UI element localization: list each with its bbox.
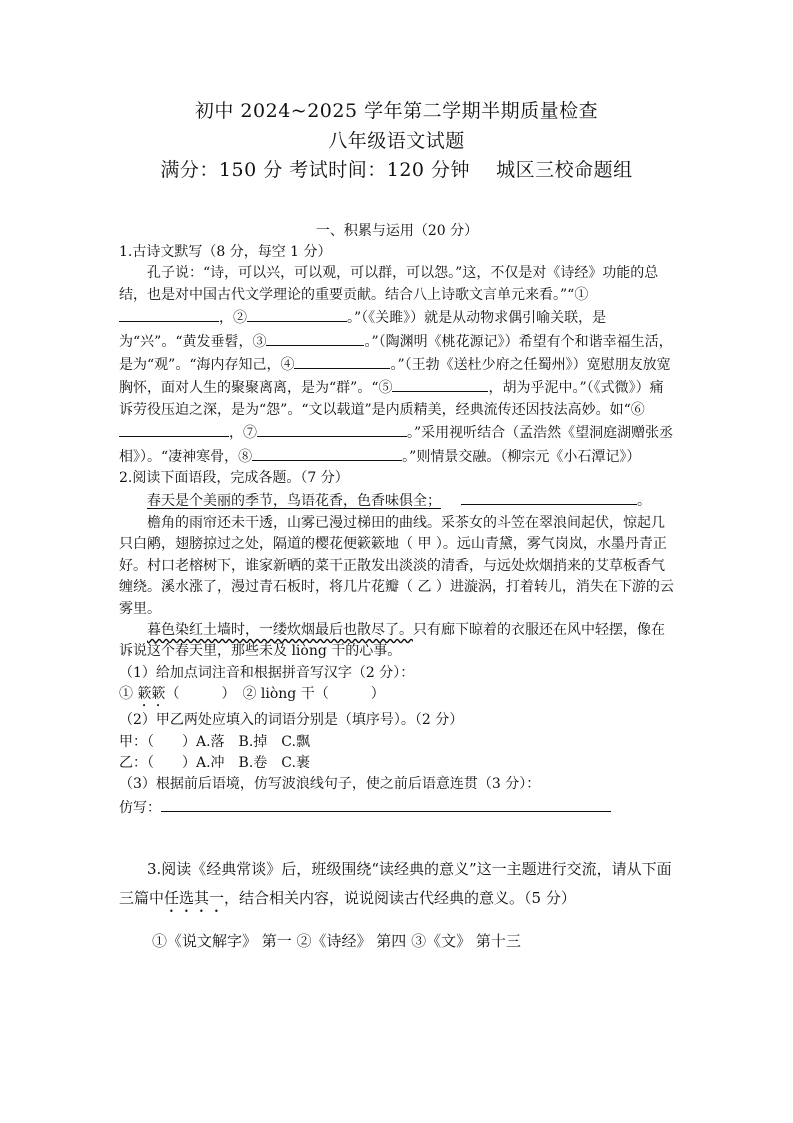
q3-options: ①《说文解字》 第一 ②《诗经》 第四 ③《文》 第十三 (152, 932, 521, 950)
answer-blank[interactable] (247, 306, 347, 322)
q2-sub2: （2）甲乙两处应填入的词语分别是（填序号）。（2 分） (119, 712, 464, 729)
answer-blank[interactable] (392, 376, 488, 392)
answer-blank[interactable] (257, 421, 407, 437)
q2-paragraph-2: 檐角的雨帘还未干透，山雾已漫过梯田的曲线。采茶女的斗笠在翠浪间起伏，惊起几只白鹇，翅膀掠过之处，隔道的樱花便簌簌地（ 甲 ）。远山青黛，雾气岗岚，水墨丹青正好。村口老榕树下，谁家新晒的菜干正散发出淡淡的清香，与远处炊烟捎来的艾草板香气缠绕。溪水涨了，漫过青石板时，将几片花瓣（ 乙 ）进漩涡，打着转儿，消失在下游的云雾里。 (119, 514, 674, 617)
answer-blank[interactable] (461, 489, 637, 505)
q2-paragraph-3: 暮色染红土墙时，一缕炊烟最后也散尽了。只有廊下晾着的衣服还在风中轻摆，像在诉说这个春天里，那些未及 liòng 干的心事。 (119, 621, 665, 660)
exam-title: 初中 2024~2025 学年第二学期半期质量检查 (194, 100, 599, 122)
answer-blank[interactable] (119, 306, 219, 322)
q1-paragraph: 孔子说：“诗，可以兴，可以观，可以群，可以怨。”这，不仅是对《诗经》功能的总结，也是对中国古代文学理论的重要贡献。结合八上诗歌文言单元来看。”“①，② 。”（《关雎》）就是从动物求偶引喻关联，是为“兴”。“黄发垂髫，③ 。”（陶渊明《桃花源记》）希望有个和谐幸福生活，是为“观”。“海内存知己，④ 。”（王勃《送杜少府之任蜀州》）宽慰朋友放宽胸怀，面对人生的聚聚离离，是为“群”。“⑤ ，胡为乎泥中。”（《式微》）痛诉劳役压迫之深，是为“怨”。“文以载道”是内质精美，经典流传还因技法高妙。如“⑥，⑦ 。”采用视听结合（孟浩然《望洞庭湖赠张丞相》）。“凄神寒骨，⑧ 。”则情景交融。（柳宗元《小石潭记》） (119, 265, 674, 465)
answer-blank[interactable] (266, 330, 364, 346)
questions-block (119, 242, 675, 819)
exam-info: 满分：150 分 考试时间：120 分钟 城区三校命题组 (160, 159, 633, 181)
q1-heading: 1.古诗文默写（8 分，每空 1 分） (119, 244, 332, 260)
q2-paragraph-1: 春天是个美丽的季节，鸟语花香，色香味俱全； 。 (119, 489, 675, 512)
answer-blank[interactable] (119, 421, 229, 437)
q2-sub1: （1）给加点词注音和根据拼音写汉字（2 分）： (119, 664, 415, 681)
q3-prompt: 3.阅读《经典常谈》后，班级围绕“读经典的意义”这一主题进行交流，请从下面三篇中任选其一，结合相关内容，说说阅读古代经典的意义。（5 分） (119, 860, 672, 907)
answer-blank[interactable] (252, 445, 402, 461)
exam-subtitle: 八年级语文试题 (328, 130, 465, 152)
q2-heading: 2.阅读下面语段，完成各题。（7 分） (119, 470, 349, 487)
q2-sub3: （3）根据前后语境，仿写波浪线句子，使之前后语意连贯（3 分）： (119, 776, 541, 793)
answer-blank[interactable] (294, 353, 390, 369)
section-title: 一、积累与运用（20 分） (315, 223, 479, 239)
q2-fangxie: 仿写： (119, 796, 675, 819)
answer-line[interactable] (161, 796, 611, 812)
q2-jia-options: 甲：（ ）A.落 B.掉 C.飘 (119, 733, 310, 750)
q2-sub1-items: ① 簌簌（ ） ② liòng 干（ ） (119, 686, 385, 703)
q2-yi-options: 乙：（ ）A.冲 B.卷 C.裹 (119, 754, 310, 771)
